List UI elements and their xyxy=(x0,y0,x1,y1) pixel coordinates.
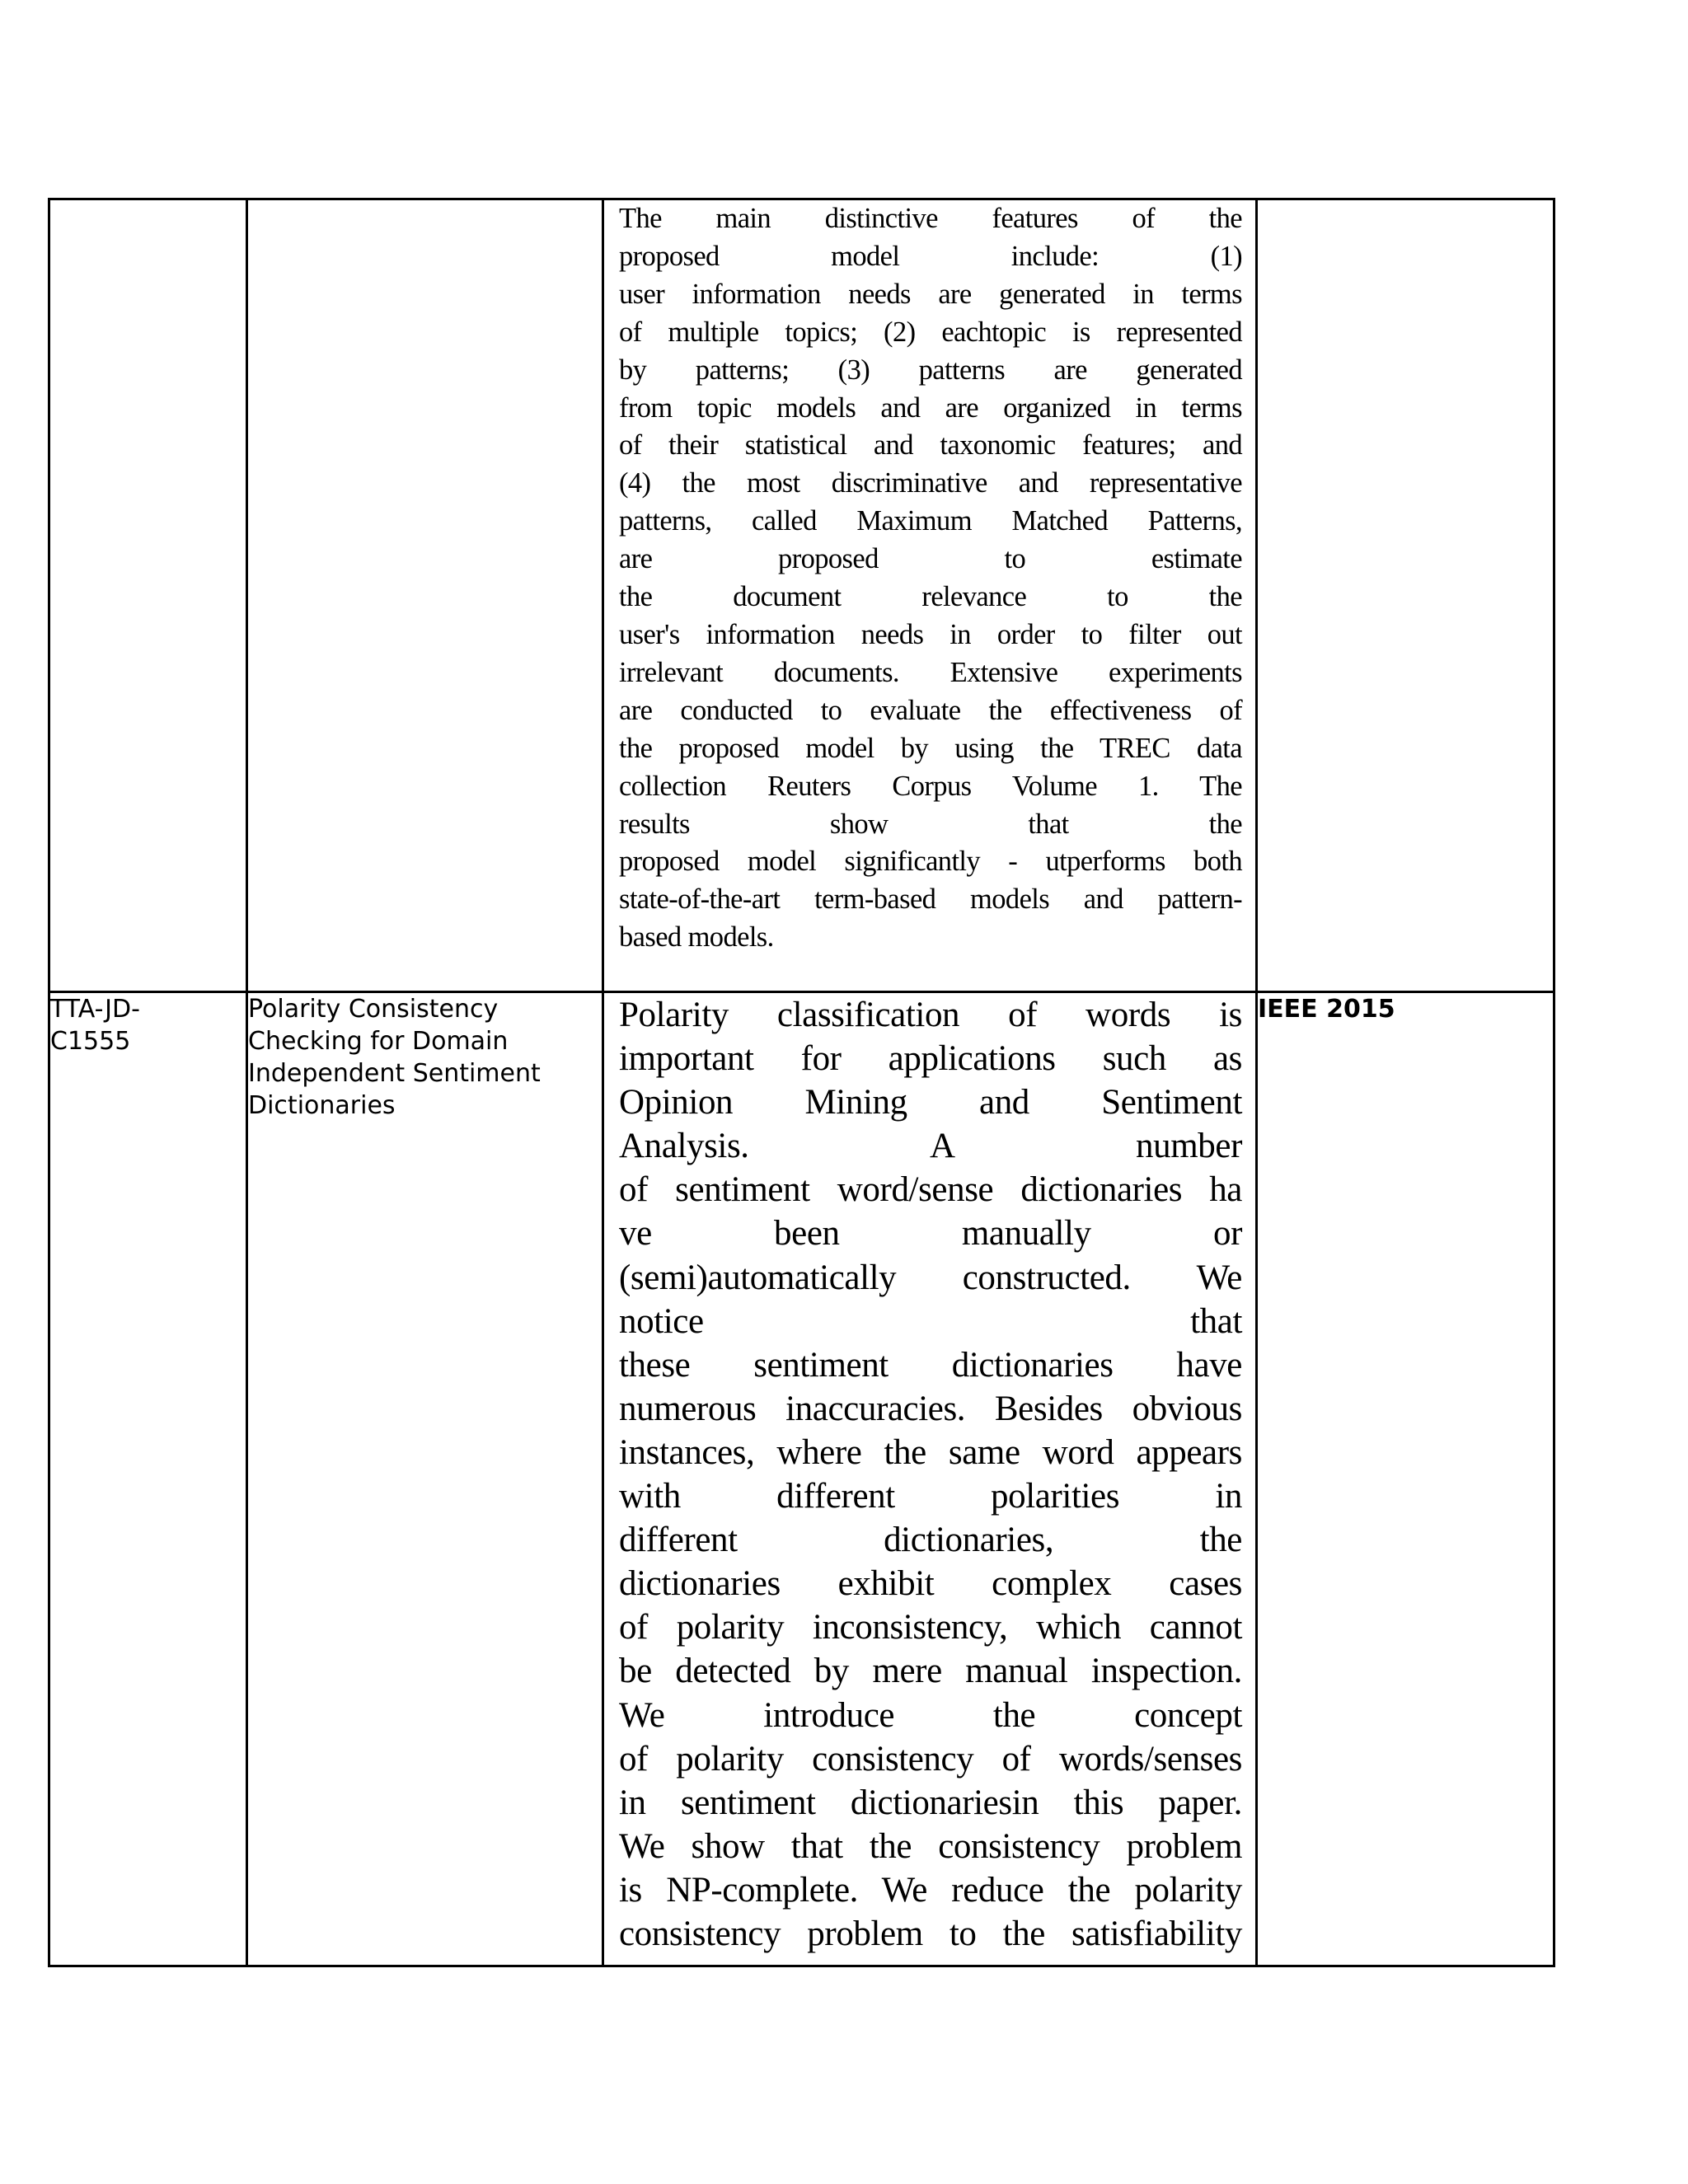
abstract-text xyxy=(604,993,1255,1956)
table-row xyxy=(49,199,1554,992)
abstract-line: numerous inaccuracies. Besides obvious xyxy=(619,1389,1242,1428)
abstract-line: results show that the xyxy=(619,808,1242,840)
abstract-line: the proposed model by using the TREC data xyxy=(619,732,1242,764)
abstract-line: proposed model include: (1) xyxy=(619,240,1242,272)
abstract-line: We introduce the concept xyxy=(619,1695,1242,1735)
paper-title-line: Checking for Domain xyxy=(248,1027,509,1056)
project-id-line: C1555 xyxy=(50,1027,131,1056)
abstract-line: of multiple topics; (2) eachtopic is represented xyxy=(619,316,1242,348)
abstract-line: Opinion Mining and Sentiment xyxy=(619,1083,1242,1122)
abstract-line: (semi)automatically constructed. We xyxy=(619,1258,1242,1297)
abstract-line: these sentiment dictionaries have xyxy=(619,1345,1242,1385)
project-id-line: TTA-JD- xyxy=(50,995,140,1024)
abstract-line: Analysis. A number xyxy=(619,1127,1242,1166)
abstract-line: of sentiment word/sense dictionaries ha xyxy=(619,1170,1242,1210)
abstract-cell xyxy=(603,992,1257,1966)
abstract-line: are conducted to evaluate the effectiveness of xyxy=(619,694,1242,726)
abstract-line: from topic models and are organized in terms xyxy=(619,391,1242,424)
abstract-line: is NP-complete. We reduce the polarity xyxy=(619,1870,1242,1910)
abstract-line: different dictionaries, the xyxy=(619,1521,1242,1560)
abstract-line: by patterns; (3) patterns are generated xyxy=(619,354,1242,386)
abstract-line: (4) the most discriminative and representative xyxy=(619,467,1242,499)
abstract-line: be detected by mere manual inspection. xyxy=(619,1652,1242,1691)
abstract-line: in sentiment dictionariesin this paper. xyxy=(619,1783,1242,1822)
abstract-text xyxy=(604,200,1255,957)
abstract-line: dictionaries exhibit complex cases xyxy=(619,1564,1242,1604)
abstract-line: of polarity inconsistency, which cannot xyxy=(619,1608,1242,1647)
abstract-line: with different polarities in xyxy=(619,1477,1242,1516)
source-cell xyxy=(1257,199,1554,992)
abstract-line: user information needs are generated in terms xyxy=(619,278,1242,310)
source-cell xyxy=(1257,992,1554,1966)
paper-listing-table xyxy=(48,198,1555,1967)
abstract-line: of polarity consistency of words/senses xyxy=(619,1739,1242,1779)
abstract-line: We show that the consistency problem xyxy=(619,1826,1242,1866)
paper-title-cell xyxy=(247,992,603,1966)
project-id-cell xyxy=(49,992,247,1966)
abstract-cell xyxy=(603,199,1257,992)
paper-title-cell xyxy=(247,199,603,992)
abstract-line: The main distinctive features of the xyxy=(619,203,1242,234)
abstract-line: notice that xyxy=(619,1301,1242,1341)
abstract-line: instances, where the same word appears xyxy=(619,1432,1242,1472)
abstract-line: user's information needs in order to filter out xyxy=(619,618,1242,650)
paper-title-line: Dictionaries xyxy=(248,1091,396,1120)
abstract-line: irrelevant documents. Extensive experiments xyxy=(619,656,1242,688)
abstract-line: of their statistical and taxonomic features; and xyxy=(619,429,1242,462)
abstract-line: ve been manually or xyxy=(619,1214,1242,1254)
abstract-line: are proposed to estimate xyxy=(619,543,1242,575)
abstract-line: state-of-the-art term-based models and pattern- xyxy=(619,883,1242,916)
abstract-line: based models. xyxy=(619,921,774,954)
abstract-line: consistency problem to the satisfiability xyxy=(619,1914,1242,1953)
paper-title-line: Independent Sentiment xyxy=(248,1059,541,1088)
paper-title-line: Polarity Consistency xyxy=(248,995,499,1024)
publication-source: IEEE 2015 xyxy=(1258,995,1395,1024)
abstract-line: Polarity classification of words is xyxy=(619,996,1242,1034)
table-row xyxy=(49,992,1554,1966)
abstract-line: proposed model significantly - utperforms both xyxy=(619,846,1242,878)
abstract-line: collection Reuters Corpus Volume 1. The xyxy=(619,770,1242,802)
project-id-cell xyxy=(49,199,247,992)
abstract-line: patterns, called Maximum Matched Patterns, xyxy=(619,505,1242,537)
abstract-line: important for applications such as xyxy=(619,1039,1242,1079)
abstract-line: the document relevance to the xyxy=(619,581,1242,613)
